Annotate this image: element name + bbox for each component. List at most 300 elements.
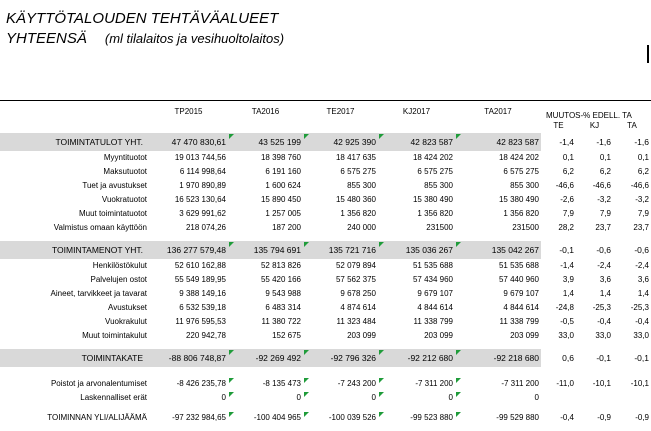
value-cell: [455, 377, 541, 391]
header-rule: [0, 100, 651, 101]
value-text: 855 300: [510, 181, 539, 190]
value-text: 42 823 587: [496, 137, 539, 147]
value-text: 135 721 716: [328, 245, 376, 255]
pct-cell: -0,4: [597, 317, 611, 326]
report-title-line1: KÄYTTÖTALOUDEN TEHTÄVÄALUEET: [6, 10, 279, 27]
table-row: [0, 151, 651, 165]
table-row: [0, 193, 651, 207]
value-cell: [455, 193, 541, 207]
value-cell: [303, 287, 378, 301]
value-cell: [378, 411, 455, 425]
value-text: 42 925 390: [333, 137, 376, 147]
comment-marker-icon: [456, 412, 461, 417]
value-text: 135 042 267: [491, 245, 539, 255]
value-text: 1 356 820: [340, 209, 376, 218]
comment-marker-icon: [379, 378, 384, 383]
value-text: 6 575 275: [503, 167, 539, 176]
value-cell: [303, 329, 378, 343]
comment-marker-icon: [304, 242, 309, 247]
value-cell: [303, 151, 378, 165]
spacer-row: [0, 367, 651, 377]
pct-cell: -0,4: [635, 317, 649, 326]
value-cell: [303, 391, 378, 405]
value-cell: [455, 349, 541, 367]
value-cell: [228, 241, 303, 259]
value-cell: [149, 179, 228, 193]
value-text: 47 470 830,61: [171, 137, 226, 147]
pct-cell: 3,6: [599, 275, 611, 284]
value-cell: [228, 179, 303, 193]
pct-cell: -3,2: [635, 195, 649, 204]
value-cell: [303, 193, 378, 207]
value-text: 19 013 744,56: [174, 153, 226, 162]
pct-cell: -0,6: [576, 241, 613, 259]
comment-marker-icon: [229, 392, 234, 397]
value-text: 57 434 960: [412, 275, 453, 284]
value-cell: [149, 221, 228, 235]
value-text: -8 426 235,78: [176, 379, 226, 388]
value-text: -92 796 326: [330, 353, 376, 363]
value-cell: [455, 391, 541, 405]
pct-cell: -11,0: [556, 379, 574, 388]
value-cell: [455, 165, 541, 179]
value-text: 1 600 624: [265, 181, 301, 190]
value-text: 3 629 991,62: [179, 209, 226, 218]
table-row: [0, 391, 651, 405]
comment-marker-icon: [229, 350, 234, 355]
value-text: 9 679 107: [503, 289, 539, 298]
value-cell: [455, 259, 541, 273]
value-text: 136 277 579,48: [166, 245, 226, 255]
pct-cell: -0,9: [635, 413, 649, 422]
value-cell: [228, 221, 303, 235]
table-row: [0, 377, 651, 391]
comment-marker-icon: [229, 378, 234, 383]
comment-marker-icon: [229, 242, 234, 247]
col-header-te2017: TE2017: [326, 107, 355, 116]
col-header-kj2017: KJ2017: [402, 107, 431, 116]
value-text: -97 232 984,65: [172, 413, 226, 422]
pct-cell: -0,1: [613, 349, 651, 367]
value-text: 4 874 614: [340, 303, 376, 312]
value-cell: [228, 411, 303, 425]
pct-cell: 3,6: [637, 275, 649, 284]
col-header-tp2015: TP2015: [174, 107, 203, 116]
value-cell: [303, 241, 378, 259]
value-text: 11 380 722: [261, 317, 301, 326]
section-row: [0, 133, 651, 151]
value-text: 1 970 890,89: [179, 181, 226, 190]
value-cell: [228, 315, 303, 329]
value-text: -99 523 880: [410, 413, 453, 422]
pct-cell: -1,6: [576, 133, 613, 151]
pct-cell: [613, 391, 651, 405]
value-text: 15 380 490: [412, 195, 453, 204]
value-cell: [378, 151, 455, 165]
value-cell: [455, 179, 541, 193]
pct-cell: -1,6: [613, 133, 651, 151]
value-cell: [303, 349, 378, 367]
value-cell: [149, 315, 228, 329]
comment-marker-icon: [229, 134, 234, 139]
value-text: 51 535 688: [498, 261, 539, 270]
value-text: 9 388 149,16: [179, 289, 226, 298]
value-cell: [455, 329, 541, 343]
pct-cell: 33,0: [633, 331, 649, 340]
pct-cell: -0,5: [560, 317, 574, 326]
value-text: -92 218 680: [493, 353, 539, 363]
value-text: 55 420 166: [260, 275, 301, 284]
value-text: 1 356 820: [417, 209, 453, 218]
value-text: 9 678 250: [340, 289, 376, 298]
value-text: 18 398 760: [260, 153, 301, 162]
comment-marker-icon: [229, 412, 234, 417]
value-text: 15 480 360: [335, 195, 376, 204]
value-cell: [378, 391, 455, 405]
pct-cell: 28,2: [558, 223, 574, 232]
pct-cell: -2,4: [597, 261, 611, 270]
value-text: 6 483 314: [265, 303, 301, 312]
value-text: -92 269 492: [255, 353, 301, 363]
value-cell: [228, 133, 303, 151]
value-cell: [303, 273, 378, 287]
report-title-line2: [6, 30, 284, 47]
pct-cell: -46,6: [630, 181, 649, 190]
pct-header-kj: KJ: [589, 121, 600, 130]
pct-cell: 1,4: [562, 289, 574, 298]
value-cell: [378, 287, 455, 301]
pct-cell: 33,0: [595, 331, 611, 340]
value-text: 218 074,26: [185, 223, 226, 232]
comment-marker-icon: [304, 392, 309, 397]
comment-marker-icon: [304, 134, 309, 139]
value-cell: [149, 193, 228, 207]
table-row: [0, 165, 651, 179]
value-cell: [303, 165, 378, 179]
row-label: Aineet, tarvikkeet ja tavarat: [50, 289, 147, 298]
pct-cell: -24,8: [555, 303, 574, 312]
value-cell: [378, 259, 455, 273]
value-text: 231500: [426, 223, 453, 232]
value-text: 203 099: [510, 331, 539, 340]
value-cell: [228, 329, 303, 343]
table-row: [0, 329, 651, 343]
value-text: -99 529 880: [496, 413, 539, 422]
pct-cell: -3,2: [597, 195, 611, 204]
value-text: 187 200: [272, 223, 301, 232]
value-cell: [303, 133, 378, 151]
pct-cell: -0,9: [597, 413, 611, 422]
pct-cell: 3,9: [562, 275, 574, 284]
row-label: TOIMINTAMENOT YHT.: [0, 241, 149, 259]
value-cell: [378, 133, 455, 151]
table-row: [0, 273, 651, 287]
value-text: 18 417 635: [335, 153, 376, 162]
value-text: 52 610 162,88: [174, 261, 226, 270]
pct-cell: 0,1: [562, 153, 574, 162]
value-text: 52 813 826: [260, 261, 301, 270]
row-label: Poistot ja arvonalentumiset: [50, 379, 147, 388]
value-cell: [455, 301, 541, 315]
pct-cell: -1,4: [560, 261, 574, 270]
value-text: 855 300: [424, 181, 453, 190]
value-cell: [149, 259, 228, 273]
row-label: Muut toimintakulut: [82, 331, 147, 340]
pct-cell: 6,2: [599, 167, 611, 176]
pct-cell: -46,6: [592, 181, 611, 190]
comment-marker-icon: [456, 378, 461, 383]
value-text: -7 243 200: [337, 379, 376, 388]
pct-cell: -2,4: [635, 261, 649, 270]
value-text: 6 114 998,64: [179, 167, 226, 176]
value-cell: [149, 207, 228, 221]
value-cell: [303, 301, 378, 315]
value-text: 51 535 688: [412, 261, 453, 270]
muutos-header: MUUTOS-% EDELL. TA: [546, 111, 632, 120]
pct-cell: 1,4: [637, 289, 649, 298]
value-cell: [149, 133, 228, 151]
value-text: 203 099: [424, 331, 453, 340]
value-text: 152 675: [272, 331, 301, 340]
section-row: [0, 241, 651, 259]
comment-marker-icon: [379, 350, 384, 355]
value-cell: [149, 241, 228, 259]
pct-cell: 7,9: [562, 209, 574, 218]
value-text: 1 356 820: [503, 209, 539, 218]
pct-cell: 0,6: [541, 349, 576, 367]
pct-cell: 7,9: [637, 209, 649, 218]
value-text: -92 212 680: [407, 353, 453, 363]
pct-cell: -0,1: [576, 349, 613, 367]
value-text: 18 424 202: [498, 153, 539, 162]
value-cell: [455, 151, 541, 165]
table-row: [0, 287, 651, 301]
value-text: 9 679 107: [417, 289, 453, 298]
value-text: 11 338 799: [413, 317, 453, 326]
value-text: 55 549 189,95: [174, 275, 226, 284]
value-cell: [303, 259, 378, 273]
value-text: 0: [448, 393, 453, 402]
value-cell: [378, 179, 455, 193]
value-text: -7 311 200: [415, 379, 453, 388]
row-label: Tuet ja avustukset: [82, 181, 147, 190]
row-label: Palvelujen ostot: [90, 275, 147, 284]
pct-header-te: TE: [553, 121, 564, 130]
pct-cell: 23,7: [633, 223, 649, 232]
row-label: Valmistus omaan käyttöön: [53, 223, 147, 232]
value-cell: [378, 329, 455, 343]
value-text: 16 523 130,64: [174, 195, 226, 204]
pct-cell: -0,1: [541, 241, 576, 259]
value-cell: [303, 179, 378, 193]
value-text: 52 079 894: [335, 261, 376, 270]
value-cell: [228, 287, 303, 301]
comment-marker-icon: [456, 392, 461, 397]
pct-cell: -10,1: [630, 379, 649, 388]
table-row: [0, 315, 651, 329]
value-text: 220 942,78: [185, 331, 226, 340]
pct-cell: 33,0: [558, 331, 574, 340]
table-row: [0, 221, 651, 235]
col-header-ta2016: TA2016: [251, 107, 280, 116]
value-cell: [228, 349, 303, 367]
value-text: 4 844 614: [417, 303, 453, 312]
comment-marker-icon: [304, 412, 309, 417]
row-label: Myyntituotot: [103, 153, 147, 162]
row-label: Vuokrakulut: [105, 317, 147, 326]
value-cell: [378, 301, 455, 315]
row-label: TOIMINTAKATE: [0, 349, 149, 367]
value-cell: [149, 301, 228, 315]
table-row: [0, 179, 651, 193]
value-cell: [378, 349, 455, 367]
value-text: 855 300: [347, 181, 376, 190]
comment-marker-icon: [456, 242, 461, 247]
value-cell: [303, 315, 378, 329]
value-text: 57 562 375: [335, 275, 376, 284]
value-text: 6 575 275: [340, 167, 376, 176]
budget-table: [0, 105, 651, 425]
comment-marker-icon: [379, 134, 384, 139]
value-text: 15 890 450: [260, 195, 301, 204]
comment-marker-icon: [379, 242, 384, 247]
value-cell: [149, 391, 228, 405]
row-label: TOIMINTATULOT YHT.: [0, 133, 149, 151]
value-cell: [228, 391, 303, 405]
value-cell: [149, 349, 228, 367]
comment-marker-icon: [379, 412, 384, 417]
pct-cell: -0,4: [560, 413, 574, 422]
value-cell: [228, 151, 303, 165]
value-cell: [228, 273, 303, 287]
value-text: -88 806 748,87: [168, 353, 226, 363]
value-cell: [378, 221, 455, 235]
value-text: 1 257 005: [265, 209, 301, 218]
value-cell: [149, 411, 228, 425]
value-text: 0: [371, 393, 376, 402]
value-cell: [228, 377, 303, 391]
value-cell: [149, 273, 228, 287]
value-text: 6 575 275: [417, 167, 453, 176]
pct-header-row: [0, 119, 651, 133]
value-text: 6 532 539,18: [179, 303, 226, 312]
value-cell: [228, 207, 303, 221]
value-cell: [455, 207, 541, 221]
value-cell: [149, 151, 228, 165]
row-label: Muut toimintatuotot: [78, 209, 147, 218]
value-cell: [378, 193, 455, 207]
value-cell: [149, 287, 228, 301]
pct-cell: -2,6: [560, 195, 574, 204]
comment-marker-icon: [304, 350, 309, 355]
value-text: -7 311 200: [501, 379, 539, 388]
edge-marker: [647, 45, 649, 63]
row-label: Henkilöstökulut: [92, 261, 147, 270]
pct-cell: -25,3: [592, 303, 611, 312]
value-text: 11 976 595,53: [175, 317, 226, 326]
table-body: [0, 133, 651, 425]
value-text: 9 543 988: [265, 289, 301, 298]
row-label: Laskennalliset erät: [80, 393, 147, 402]
value-text: -8 135 473: [262, 379, 301, 388]
value-cell: [303, 207, 378, 221]
pct-cell: -0,6: [613, 241, 651, 259]
value-text: 57 440 960: [498, 275, 539, 284]
value-cell: [149, 377, 228, 391]
value-text: 203 099: [347, 331, 376, 340]
value-text: 15 380 490: [498, 195, 539, 204]
value-cell: [455, 133, 541, 151]
table-row: [0, 411, 651, 425]
value-text: -100 404 965: [253, 413, 301, 422]
value-cell: [378, 165, 455, 179]
comment-marker-icon: [304, 378, 309, 383]
value-text: 11 323 484: [336, 317, 376, 326]
pct-cell: 23,7: [595, 223, 611, 232]
value-cell: [378, 241, 455, 259]
value-cell: [455, 411, 541, 425]
comment-marker-icon: [379, 392, 384, 397]
value-cell: [455, 241, 541, 259]
value-cell: [149, 329, 228, 343]
pct-header-ta: TA: [627, 121, 637, 130]
value-text: 135 036 267: [405, 245, 453, 255]
pct-cell: [576, 391, 613, 405]
value-text: 18 424 202: [412, 153, 453, 162]
table-row: [0, 207, 651, 221]
comment-marker-icon: [456, 350, 461, 355]
value-cell: [228, 193, 303, 207]
pct-cell: 1,4: [599, 289, 611, 298]
value-cell: [228, 301, 303, 315]
comment-marker-icon: [456, 134, 461, 139]
value-cell: [455, 287, 541, 301]
pct-cell: -25,3: [630, 303, 649, 312]
value-cell: [303, 377, 378, 391]
pct-cell: 0,1: [599, 153, 611, 162]
section-row: [0, 349, 651, 367]
value-text: 231500: [512, 223, 539, 232]
value-text: 43 525 199: [258, 137, 301, 147]
value-cell: [378, 207, 455, 221]
pct-cell: -10,1: [592, 379, 611, 388]
table-row: [0, 259, 651, 273]
value-text: 135 794 691: [253, 245, 301, 255]
value-text: 240 000: [347, 223, 376, 232]
header-blank: [0, 105, 149, 119]
value-cell: [455, 221, 541, 235]
pct-cell: [541, 391, 576, 405]
row-label: Avustukset: [108, 303, 147, 312]
pct-cell: 7,9: [599, 209, 611, 218]
row-label: Maksutuotot: [103, 167, 147, 176]
value-text: 0: [534, 393, 539, 402]
value-cell: [378, 315, 455, 329]
table-row: [0, 301, 651, 315]
col-header-ta2017: TA2017: [484, 107, 512, 116]
value-cell: [228, 165, 303, 179]
value-text: 0: [221, 393, 226, 402]
row-label: Vuokratuotot: [101, 195, 147, 204]
value-cell: [303, 411, 378, 425]
title-parenthetical: (ml tilalaitos ja vesihuoltolaitos): [104, 31, 285, 46]
value-cell: [303, 221, 378, 235]
value-text: 11 338 799: [499, 317, 539, 326]
pct-cell: -46,6: [555, 181, 574, 190]
value-cell: [455, 315, 541, 329]
value-text: 6 191 160: [265, 167, 301, 176]
pct-cell: 6,2: [562, 167, 574, 176]
